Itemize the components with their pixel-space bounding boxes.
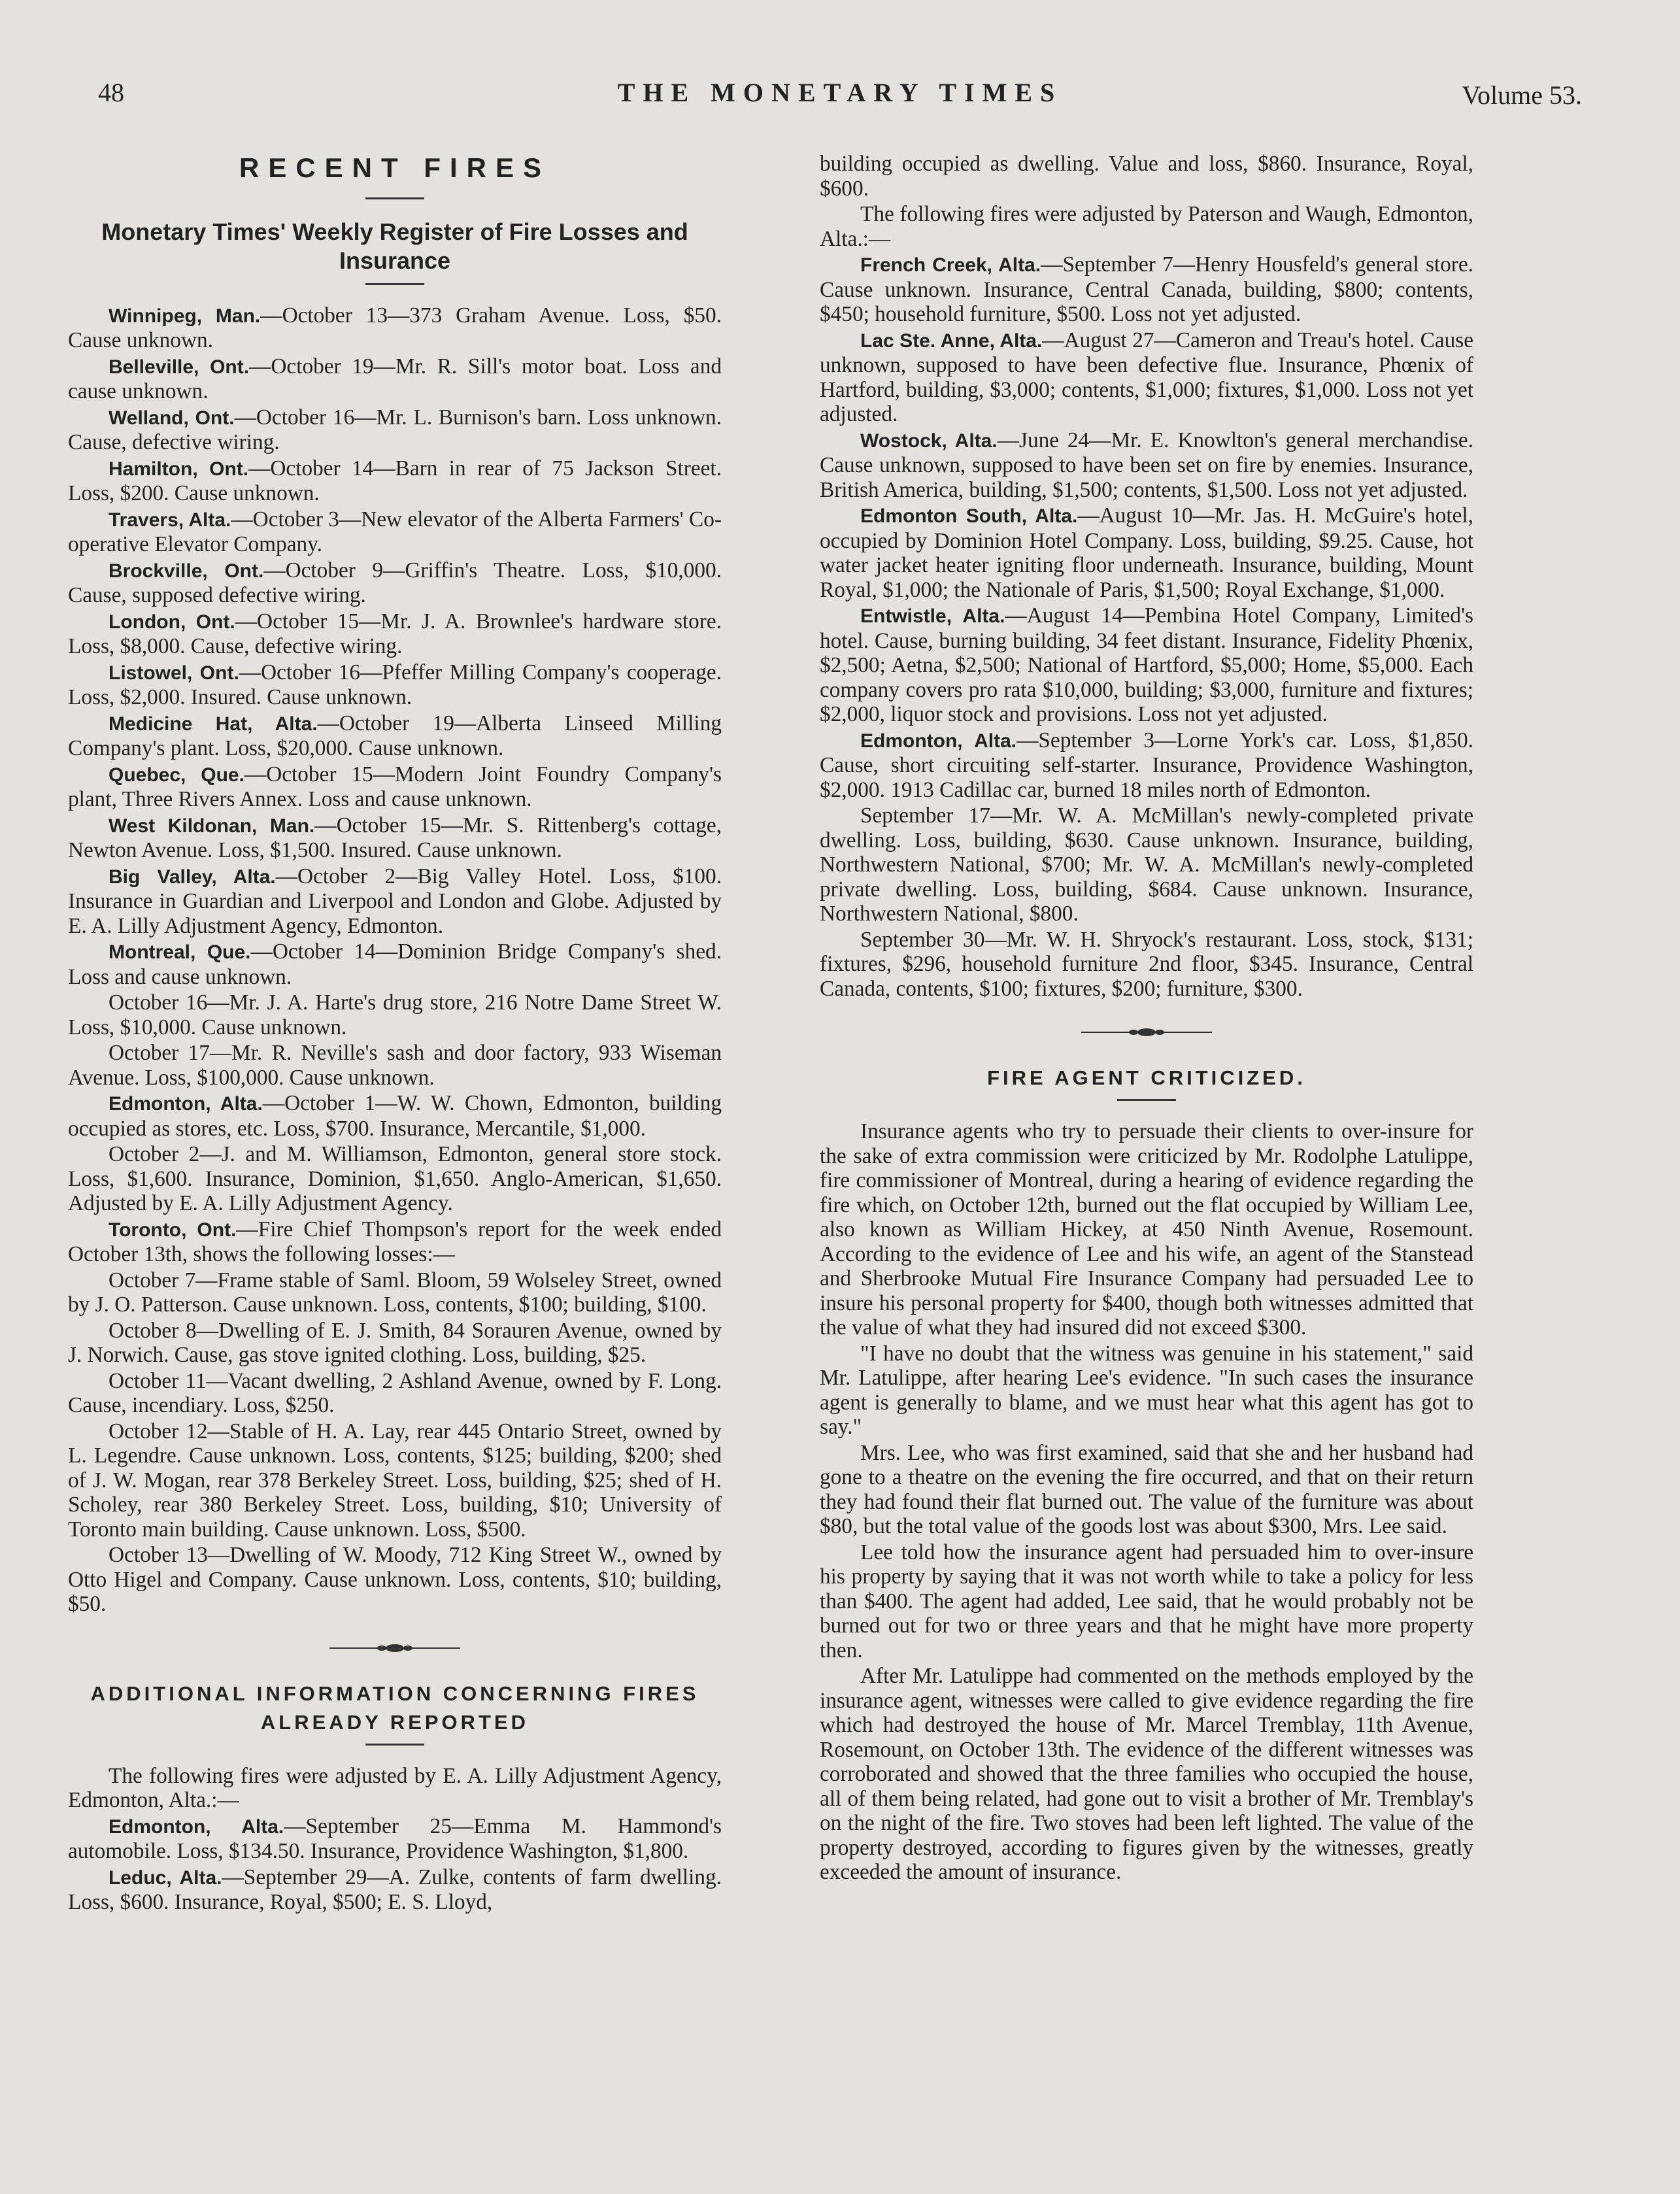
fire-entry xyxy=(68,864,722,939)
fire-entry xyxy=(68,405,722,455)
entry-place: Listowel, Ont. xyxy=(109,662,239,684)
entry-text: building occupied as dwelling. Value and loss, $860. Insurance, Royal, $600. xyxy=(820,152,1473,201)
entry-text: The following fires were adjusted by E. A. Lilly Adjustment Agency, Edmonton, Alta.:— xyxy=(68,1763,722,1812)
article-paragraph: "I have no doubt that the witness was genuine in his statement," said Mr. Latulippe, after hearing Lee's evidence. "In such cases the insurance agent is generally to blame, and we must hear what this agent has got to say." xyxy=(820,1341,1473,1439)
adjusted-fires-list xyxy=(820,152,1473,1001)
entry-place: Edmonton, Alta. xyxy=(109,1815,284,1838)
entry-place: Brockville, Ont. xyxy=(109,560,264,582)
entry-text: —September 3—Lorne York's car. Loss, $1,850. Cause, short circuiting self-starter. Insurance, Providence Washington, $2,000. 1913 Cadillac car, burned 18 miles north of Edmonton. xyxy=(820,728,1473,802)
additional-info-heading: ADDITIONAL INFORMATION CONCERNING FIRES ALREADY REPORTED xyxy=(90,1681,699,1734)
fire-entry xyxy=(820,503,1473,602)
entry-place: Travers, Alta. xyxy=(109,509,231,531)
entry-text: —October 3—New elevator of the Alberta Farmers' Co-operative Elevator Company. xyxy=(68,507,722,556)
fire-entry xyxy=(68,303,722,353)
fire-entry xyxy=(68,558,722,608)
additional-info-rule xyxy=(365,1744,424,1746)
fire-entry xyxy=(68,1369,722,1418)
fire-entry xyxy=(820,928,1473,1002)
entry-place: Hamilton, Ont. xyxy=(109,458,249,480)
entry-text: September 17—Mr. W. A. McMillan's newly-completed private dwelling. Loss, building, $630. Cause unknown. Insurance, building, Northwestern National, $700; Mr. W. A. McMillan's newly-completed private dwelling. Loss, building, $684. Cause unknown. Insurance, Northwestern National, $800. xyxy=(820,803,1473,926)
entry-text: —October 15—Mr. S. Rittenberg's cottage, Newton Avenue. Loss, $1,500. Insured. Cause unknown. xyxy=(68,813,722,862)
article-paragraph: Mrs. Lee, who was first examined, said that she and her husband had gone to a theatre on the evening the fire occurred, and that on their return they had found their flat burned out. The value of the furniture was about $80, but the total value of the goods lost was about $300, Mrs. Lee said. xyxy=(820,1440,1473,1538)
entry-place: Lac Ste. Anne, Alta. xyxy=(860,329,1043,352)
fire-register-list xyxy=(68,303,722,1617)
entry-text: October 12—Stable of H. A. Lay, rear 445 Ontario Street, owned by L. Legendre. Cause unknown. Loss, contents, $125; building, $200; shed of J. W. Mogan, rear 378 Berkeley Street. Loss, building, $25; shed of H. Scholey, rear 380 Berkeley Street. Loss, building, $10; University of Toronto main building. Cause unknown. Loss, $500. xyxy=(68,1419,722,1542)
fire-entry xyxy=(68,1865,722,1915)
fire-entry xyxy=(68,609,722,659)
entry-text: —September 25—Emma M. Hammond's automobile. Loss, $134.50. Insurance, Providence Washington, $1,800. xyxy=(68,1814,722,1863)
fire-entry xyxy=(68,1814,722,1864)
entry-place: Edmonton, Alta. xyxy=(109,1093,263,1115)
fire-entry xyxy=(68,1764,722,1813)
entry-text: —October 1—W. W. Chown, Edmonton, building occupied as stores, etc. Loss, $700. Insurance, Mercantile, $1,000. xyxy=(68,1091,722,1141)
entry-place: Wostock, Alta. xyxy=(860,430,998,452)
fire-entry xyxy=(68,813,722,863)
entry-text: October 16—Mr. J. A. Harte's drug store, 216 Notre Dame Street W. Loss, $10,000. Cause unknown. xyxy=(68,990,722,1039)
entry-text: October 8—Dwelling of E. J. Smith, 84 Sorauren Avenue, owned by J. Norwich. Cause, gas stove ignited clothing. Loss, building, $25. xyxy=(68,1318,722,1367)
entry-text: October 2—J. and M. Williamson, Edmonton, general store stock. Loss, $1,600. Insurance, Dominion, $1,650. Anglo-American, $1,650. Adjusted by E. A. Lilly Adjustment Agency. xyxy=(68,1142,722,1215)
entry-place: Big Valley, Alta. xyxy=(109,866,276,888)
entry-text: —October 16—Mr. L. Burnison's barn. Loss unknown. Cause, defective wiring. xyxy=(68,405,722,454)
title-rule xyxy=(365,197,424,199)
left-column xyxy=(68,152,722,1916)
entry-text: —October 16—Pfeffer Milling Company's cooperage. Loss, $2,000. Insured. Cause unknown. xyxy=(68,660,722,709)
fire-entry xyxy=(820,728,1473,803)
entry-text: —October 19—Alberta Linseed Milling Company's plant. Loss, $20,000. Cause unknown. xyxy=(68,711,722,760)
fire-entry xyxy=(68,939,722,989)
entry-place: Edmonton South, Alta. xyxy=(860,505,1078,527)
entry-place: Welland, Ont. xyxy=(109,407,235,429)
fire-entry xyxy=(68,1268,722,1317)
fire-entry xyxy=(820,603,1473,727)
entry-text: —August 27—Cameron and Treau's hotel. Cause unknown, supposed to have been defective flue. Insurance, Phœnix of Hartford, building, $3,000; contents, $1,000; fixtures, $1,000. Loss not yet adjusted. xyxy=(820,328,1473,426)
fire-entry xyxy=(68,1217,722,1267)
entry-text: September 30—Mr. W. H. Shryock's restaurant. Loss, stock, $131; fixtures, $296, household furniture 2nd floor, $345. Insurance, Central Canada, contents, $100; fixtures, $200; furniture, $300. xyxy=(820,927,1473,1001)
entry-place: Entwistle, Alta. xyxy=(860,605,1005,627)
entry-text: —October 14—Barn in rear of 75 Jackson Street. Loss, $200. Cause unknown. xyxy=(68,456,722,505)
entry-text: —October 9—Griffin's Theatre. Loss, $10,000. Cause, supposed defective wiring. xyxy=(68,558,722,607)
entry-place: Montreal, Que. xyxy=(109,941,251,963)
ornament-divider xyxy=(329,1643,460,1653)
entry-place: Quebec, Que. xyxy=(109,764,244,786)
fire-agent-heading: FIRE AGENT CRITICIZED. xyxy=(987,1066,1306,1089)
fire-entry xyxy=(68,990,722,1039)
register-subtitle: Monetary Times' Weekly Register of Fire Losses and Insurance xyxy=(101,218,688,274)
entry-place: London, Ont. xyxy=(109,611,235,633)
fire-entry xyxy=(68,507,722,557)
right-column xyxy=(820,152,1473,1886)
entry-place: Medicine Hat, Alta. xyxy=(109,713,318,735)
fire-entry xyxy=(820,803,1473,926)
fire-entry xyxy=(820,328,1473,427)
entry-place: Toronto, Ont. xyxy=(109,1219,237,1241)
fire-entry xyxy=(68,762,722,812)
entry-text: —August 14—Pembina Hotel Company, Limited's hotel. Cause, burning building, 34 feet distant. Insurance, Fidelity Phœnix, $2,500; Aetna, $2,500; National of Hartford, $5,000; Home, $5,000. Each company covers pro rata $10,000, building; $3,000, furniture and fixtures; $2,000, liquor stock and provisions. Loss not yet adjusted. xyxy=(820,603,1473,726)
entry-text: The following fires were adjusted by Paterson and Waugh, Edmonton, Alta.:— xyxy=(820,202,1473,251)
entry-text: —October 14—Dominion Bridge Company's shed. Loss and cause unknown. xyxy=(68,939,722,989)
entry-text: —September 29—A. Zulke, contents of farm dwelling. Loss, $600. Insurance, Royal, $500; E. S. Lloyd, xyxy=(68,1865,722,1914)
additional-info-list xyxy=(68,1764,722,1915)
entry-text: October 7—Frame stable of Saml. Bloom, 59 Wolseley Street, owned by J. O. Patterson. Cause unknown. Loss, contents, $100; building, $100. xyxy=(68,1268,722,1317)
fire-entry xyxy=(68,660,722,710)
entry-place: Edmonton, Alta. xyxy=(860,730,1017,752)
fire-entry xyxy=(68,1543,722,1617)
entry-text: —October 15—Mr. J. A. Brownlee's hardware store. Loss, $8,000. Cause, defective wiring. xyxy=(68,609,722,658)
fire-agent-article xyxy=(820,1119,1473,1885)
fire-entry xyxy=(68,456,722,506)
page-number: 48 xyxy=(98,78,124,107)
entry-text: —October 13—373 Graham Avenue. Loss, $50. Cause unknown. xyxy=(68,303,722,352)
fire-entry xyxy=(68,711,722,761)
article-paragraph: Lee told how the insurance agent had persuaded him to over-insure his property by saying that it was not worth while to take a policy for less than $400. The agent had added, Lee said, that he would probably not be burned out for two or three years and that he might have more property then. xyxy=(820,1540,1473,1662)
entry-text: —October 19—Mr. R. Sill's motor boat. Loss and cause unknown. xyxy=(68,354,722,403)
entry-text: October 11—Vacant dwelling, 2 Ashland Avenue, owned by F. Long. Cause, incendiary. Loss, $250. xyxy=(68,1368,722,1417)
entry-text: —Fire Chief Thompson's report for the week ended October 13th, shows the following losses:— xyxy=(68,1217,722,1266)
fire-entry xyxy=(68,1319,722,1368)
entry-text: —September 7—Henry Housfeld's general store. Cause unknown. Insurance, Central Canada, building, $800; contents, $450; household furniture, $500. Loss not yet adjusted. xyxy=(820,252,1473,326)
fire-entry xyxy=(820,428,1473,503)
entry-place: French Creek, Alta. xyxy=(860,254,1041,276)
entry-text: —August 10—Mr. Jas. H. McGuire's hotel, occupied by Dominion Hotel Company. Loss, building, $9.25. Cause, hot water jacket heater igniting floor underneath. Insurance, building, Mount Royal, $1,000; the Nationale of Paris, $1,500; Royal Exchange, $1,000. xyxy=(820,503,1473,602)
journal-title: THE MONETARY TIMES xyxy=(617,78,1063,107)
entry-text: October 13—Dwelling of W. Moody, 712 King Street W., owned by Otto Higel and Company. Cause unknown. Loss, contents, $10; building, $50. xyxy=(68,1543,722,1616)
fire-entry xyxy=(820,152,1473,201)
fire-entry xyxy=(68,1419,722,1542)
entry-place: Belleville, Ont. xyxy=(109,356,250,378)
fire-agent-rule xyxy=(1117,1099,1176,1101)
entry-text: —October 2—Big Valley Hotel. Loss, $100. Insurance in Guardian and Liverpool and London and Globe. Adjusted by E. A. Lilly Adjustment Agency, Edmonton. xyxy=(68,864,722,938)
fire-entry xyxy=(68,1091,722,1141)
entry-text: —June 24—Mr. E. Knowlton's general merchandise. Cause unknown, supposed to have been set on fire by enemies. Insurance, British America, building, $1,500; contents, $1,500. Loss not yet adjusted. xyxy=(820,428,1473,502)
fire-entry xyxy=(68,1041,722,1090)
fire-entry xyxy=(68,1142,722,1216)
recent-fires-title: RECENT FIRES xyxy=(239,152,551,183)
entry-place: Winnipeg, Man. xyxy=(109,305,261,327)
entry-place: West Kildonan, Man. xyxy=(109,815,315,837)
entry-text: —October 15—Modern Joint Foundry Company's plant, Three Rivers Annex. Loss and cause unknown. xyxy=(68,762,722,811)
article-paragraph: Insurance agents who try to persuade their clients to over-insure for the sake of extra commission were criticized by Mr. Rodolphe Latulippe, fire commissioner of Montreal, during a hearing of evidence regarding the fire which, on October 12th, burned out the flat occupied by William Lee, also known as William Hickey, at 450 Ninth Avenue, Rosemount. According to the evidence of Lee and his wife, an agent of the Stanstead and Sherbrooke Mutual Fire Insurance Company had persuaded Lee to insure his personal property for $400, though both witnesses admitted that the value of what they had insured did not exceed $300. xyxy=(820,1119,1473,1340)
ornament-divider-right xyxy=(1081,1027,1212,1038)
article-paragraph: After Mr. Latulippe had commented on the methods employed by the insurance agent, witnesses were called to give evidence regarding the fire which had destroyed the house of Mr. Marcel Tremblay, 11th Avenue, Rosemount, on October 13th. The evidence of the different witnesses was corroborated and showed that the three families who occupied the house, all of them being related, had gone out to visit a brother of Mr. Tremblay's on the night of the fire. Two stoves had been left lighted. The value of the property destroyed, according to figures given by the witnesses, greatly exceeded the amount of insurance. xyxy=(820,1664,1473,1884)
page-header xyxy=(98,77,1582,116)
entry-text: October 17—Mr. R. Neville's sash and door factory, 933 Wiseman Avenue. Loss, $100,000. Cause unknown. xyxy=(68,1041,722,1090)
fire-entry xyxy=(820,252,1473,327)
fire-entry xyxy=(820,202,1473,251)
entry-place: Leduc, Alta. xyxy=(109,1866,222,1889)
subtitle-rule xyxy=(365,283,424,285)
fire-entry xyxy=(68,354,722,404)
volume-label: Volume 53. xyxy=(1462,80,1582,110)
